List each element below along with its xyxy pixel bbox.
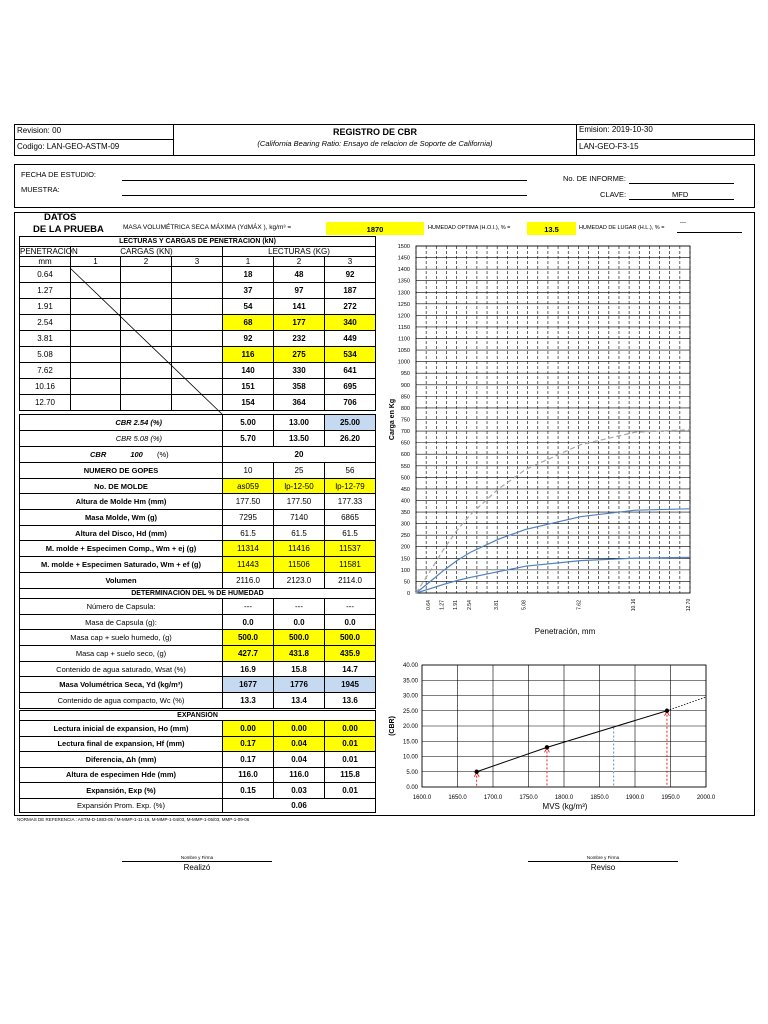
lectura-cell: 116	[223, 347, 274, 363]
molde-row	[20, 572, 376, 588]
y-tick-label: 1150	[398, 324, 410, 331]
hoi-value: 13.5	[544, 225, 559, 234]
lectura-cell: 272	[325, 299, 376, 315]
y-tick-label: 1350	[397, 278, 410, 285]
signature-line-realizo	[122, 861, 272, 862]
datos-title-2: DE LA PRUEBA	[33, 224, 104, 235]
y-tick-label: 1400	[397, 267, 410, 274]
humedad-label: Masa de Capsula (g):	[20, 614, 223, 630]
y-tick-label: 300	[400, 521, 410, 528]
lectura-cell: 187	[325, 283, 376, 299]
data-point	[665, 709, 669, 713]
humedad-value: 0.0	[223, 614, 274, 630]
y-tick-label: 100	[400, 567, 410, 574]
x-tick-label: 1.91	[453, 600, 460, 610]
molde-value: 7140	[274, 510, 325, 526]
y-tick-label: 900	[400, 382, 410, 389]
hoi-label: HUMEDAD OPTIMA (H.O.I.), % =	[428, 225, 511, 231]
humedad-value: 1677	[223, 677, 274, 693]
y-tick-label: 25.00	[402, 708, 418, 715]
y-tick-label: 1300	[397, 290, 410, 297]
humedad-row	[20, 646, 376, 662]
molde-row	[20, 494, 376, 510]
expansion-value: 0.17	[223, 752, 274, 768]
realizo-label: Realizó	[183, 863, 211, 872]
humedad-label: Masa cap + suelo seco, (g)	[20, 646, 223, 662]
humedad-row	[20, 614, 376, 630]
cbr100-value: 20	[223, 447, 376, 463]
lectura-cell: 534	[325, 347, 376, 363]
expansion-label: Diferencia, Δh (mm)	[20, 752, 223, 768]
y-tick-label: 1250	[397, 301, 410, 308]
y-tick-label: 400	[400, 498, 410, 505]
y-tick-label: 1200	[397, 313, 410, 320]
lectura-cell: 695	[325, 379, 376, 395]
humedad-title: DETERMINACIÓN DEL % DE HUMEDAD	[20, 589, 376, 599]
y-tick-label: 500	[400, 475, 410, 482]
humedad-label: Masa cap + suelo humedo, (g)	[20, 630, 223, 646]
humedad-value: 1776	[274, 677, 325, 693]
expansion-value: 0.01	[325, 752, 376, 768]
molde-value: 11506	[274, 557, 325, 573]
penetracion-mm: 1.91	[20, 299, 71, 315]
penetracion-mm: 2.54	[20, 315, 71, 331]
muestra-field[interactable]	[122, 195, 527, 196]
cbr254-value: 25.00	[325, 415, 376, 431]
expansion-value: 0.15	[223, 783, 274, 799]
penetration-chart	[380, 236, 752, 646]
y-tick-label: 1000	[397, 359, 410, 366]
cbr100-label: 100	[130, 450, 143, 459]
humedad-table	[19, 588, 376, 709]
informe-label: No. DE INFORME:	[563, 174, 626, 183]
cbr-table	[19, 414, 376, 463]
y-tick-label: 35.00	[402, 678, 418, 685]
molde-label: Masa Molde, Wm (g)	[20, 510, 223, 526]
cbr100-label: (%)	[156, 450, 169, 459]
molde-table	[19, 462, 376, 589]
x-tick-label: 1650.0	[448, 795, 467, 801]
codigo-text: Codigo: LAN-GEO-ASTM-09	[17, 142, 120, 151]
penetracion-mm: 5.08	[20, 347, 71, 363]
emision-text: Emision: 2019-10-30	[579, 125, 653, 134]
humedad-value: 500.0	[223, 630, 274, 646]
expansion-label: Expansión, Exp (%)	[20, 783, 223, 799]
molde-label: Altura de Molde Hm (mm)	[20, 494, 223, 510]
y-axis-label: (CBR)	[389, 716, 396, 736]
x-tick-label: 1.27	[439, 600, 446, 610]
x-tick-label: 2000.0	[696, 795, 716, 801]
penetracion-mm: 3.81	[20, 331, 71, 347]
info-box	[14, 164, 755, 208]
col-header: 2	[121, 257, 172, 267]
molde-row	[20, 463, 376, 479]
molde-row	[20, 525, 376, 541]
expansion-value: 0.00	[274, 721, 325, 737]
form-code-text: LAN-GEO-F3-15	[579, 142, 639, 151]
cbr508-label: CBR 5.08 (%)	[115, 434, 162, 443]
datos-title: DATOS	[44, 212, 77, 223]
molde-label: Altura del Disco, Hd (mm)	[20, 525, 223, 541]
expansion-value: 0.01	[325, 736, 376, 752]
x-tick-label: 1850.0	[590, 795, 609, 801]
molde-value: as059	[223, 478, 274, 494]
humedad-value: 0.0	[325, 614, 376, 630]
lecturas-kg-header: LECTURAS (KG)	[223, 247, 376, 257]
fecha-field[interactable]	[122, 180, 527, 181]
lectura-cell: 449	[325, 331, 376, 347]
y-tick-label: 20.00	[402, 724, 418, 730]
humedad-value: ---	[223, 599, 274, 615]
penetracion-mm: 0.64	[20, 267, 71, 283]
expansion-label: Lectura inicial de expansion, Ho (mm)	[20, 721, 223, 737]
molde-value: lp-12-79	[325, 478, 376, 494]
fecha-label: FECHA DE ESTUDIO:	[21, 170, 97, 179]
y-tick-label: 30.00	[402, 693, 418, 700]
expansion-row	[20, 767, 376, 783]
lectura-cell: 141	[274, 299, 325, 315]
molde-value: 2114.0	[325, 572, 376, 588]
y-tick-label: 1100	[398, 336, 410, 343]
molde-value: 2116.0	[223, 572, 274, 588]
expansion-value: 0.00	[223, 721, 274, 737]
lectura-cell: 330	[274, 363, 325, 379]
molde-row	[20, 557, 376, 573]
x-tick-label: 5.08	[521, 600, 528, 610]
humedad-value: ---	[274, 599, 325, 615]
y-tick-label: 150	[400, 556, 410, 563]
molde-value: 10	[223, 463, 274, 479]
expansion-table	[19, 710, 376, 813]
penetracion-mm: 7.62	[20, 363, 71, 379]
molde-label: Volumen	[20, 572, 223, 588]
y-tick-label: 250	[400, 533, 410, 540]
lectura-cell: 140	[223, 363, 274, 379]
humedad-row	[20, 693, 376, 709]
x-tick-label: 0.64	[425, 600, 432, 610]
humedad-value: 500.0	[274, 630, 325, 646]
mvs-label: MASA VOLUMÉTRICA SECA MÁXIMA (YdMÁX ), kg/m³ =	[123, 224, 292, 231]
y-tick-label: 450	[400, 486, 410, 493]
reviso-label: Reviso	[590, 863, 616, 872]
cbr-mvs-chart	[380, 656, 752, 814]
y-tick-label: 600	[400, 452, 410, 459]
expansion-value: 0.04	[274, 736, 325, 752]
col-header: 1	[223, 257, 274, 267]
x-axis-label: MVS (kg/m³)	[542, 802, 588, 811]
lectura-cell: 54	[223, 299, 274, 315]
lecturas-title: LECTURAS Y CARGAS DE PENETRACION (kN)	[20, 237, 376, 247]
molde-value: 56	[325, 463, 376, 479]
x-tick-label: 12.70	[686, 598, 692, 612]
y-tick-label: 750	[400, 417, 410, 424]
lectura-cell: 364	[274, 395, 325, 411]
x-tick-label: 10.16	[631, 598, 638, 612]
trend-extension	[667, 697, 706, 711]
expansion-value: 116.0	[274, 767, 325, 783]
expansion-value: 0.01	[325, 783, 376, 799]
humedad-value: 14.7	[325, 661, 376, 677]
col-header: 3	[325, 257, 376, 267]
humedad-row	[20, 661, 376, 677]
humedad-label: Contenido de agua compacto, Wc (%)	[20, 693, 223, 709]
lectura-cell: 641	[325, 363, 376, 379]
humedad-value: 1945	[325, 677, 376, 693]
molde-row	[20, 478, 376, 494]
mm-header: mm	[20, 257, 71, 267]
expansion-row	[20, 736, 376, 752]
molde-value: 61.5	[274, 525, 325, 541]
molde-value: 6865	[325, 510, 376, 526]
lectura-cell: 48	[274, 267, 325, 283]
lectura-cell: 68	[223, 315, 274, 331]
y-tick-label: 200	[400, 544, 410, 551]
nombre-firma-label: Nombre y Firma	[586, 855, 620, 860]
humedad-label: Número de Capsula:	[20, 599, 223, 615]
y-tick-label: 850	[400, 394, 410, 401]
y-tick-label: 0	[406, 591, 410, 597]
molde-value: 177.33	[325, 494, 376, 510]
prom-label: Expansión Prom. Exp. (%)	[20, 798, 223, 812]
lectura-cell: 275	[274, 347, 325, 363]
y-tick-label: 50	[403, 579, 410, 586]
molde-value: 11443	[223, 557, 274, 573]
mvs-value: 1870	[366, 225, 384, 234]
y-tick-label: 550	[400, 463, 410, 470]
molde-label: M. molde + Especimen Saturado, Wm + ef (g)	[20, 557, 223, 573]
molde-value: 61.5	[325, 525, 376, 541]
col-header: 2	[274, 257, 325, 267]
lectura-cell: 340	[325, 315, 376, 331]
humedad-row	[20, 677, 376, 693]
x-tick-label: 1700.0	[483, 795, 503, 801]
molde-value: 177.50	[223, 494, 274, 510]
y-tick-label: 700	[400, 429, 410, 436]
y-tick-label: 650	[400, 440, 410, 447]
muestra-label: MUESTRA:	[21, 185, 60, 194]
hl-label: HUMEDAD DE LUGAR (H.L.), % =	[579, 225, 665, 231]
y-tick-label: 15.00	[402, 739, 418, 746]
humedad-value: ---	[325, 599, 376, 615]
humedad-value: 13.6	[325, 693, 376, 709]
x-tick-label: 7.62	[576, 600, 583, 610]
humedad-row	[20, 630, 376, 646]
x-tick-label: 2.54	[466, 600, 473, 610]
humedad-label: Contenido de agua saturado, Wsat (%)	[20, 661, 223, 677]
signature-line-reviso	[528, 861, 678, 862]
expansion-value: 0.00	[325, 721, 376, 737]
clave-field[interactable]	[629, 199, 734, 200]
nombre-firma-label: Nombre y Firma	[180, 855, 214, 860]
lectura-cell: 92	[223, 331, 274, 347]
humedad-value: 15.8	[274, 661, 325, 677]
y-tick-label: 800	[400, 405, 410, 412]
humedad-label: Masa Volumétrica Seca, Yd (kg/m³)	[20, 677, 223, 693]
x-axis-label: Penetración, mm	[534, 627, 596, 636]
lectura-cell: 92	[325, 267, 376, 283]
y-tick-label: 1450	[397, 255, 410, 262]
expansion-value: 0.17	[223, 736, 274, 752]
penetracion-mm: 10.16	[20, 379, 71, 395]
x-tick-label: 1600.0	[412, 795, 432, 801]
y-axis-label: Carga en Kg	[389, 398, 396, 441]
humedad-value: 435.9	[325, 646, 376, 662]
expansion-value: 0.04	[274, 752, 325, 768]
cbr508-value: 5.70	[223, 431, 274, 447]
header-divider	[14, 139, 174, 140]
cbr254-value: 13.00	[274, 415, 325, 431]
expansion-title: EXPANSIÓN	[20, 711, 376, 721]
molde-label: M. molde + Especimen Comp., Wm + ej (g)	[20, 541, 223, 557]
lectura-cell: 358	[274, 379, 325, 395]
cbr508-value: 26.20	[325, 431, 376, 447]
informe-field[interactable]	[629, 183, 734, 184]
molde-row	[20, 510, 376, 526]
lectura-cell: 97	[274, 283, 325, 299]
humedad-value: 431.8	[274, 646, 325, 662]
molde-label: No. DE MOLDE	[20, 478, 223, 494]
x-tick-label: 1950.0	[661, 795, 680, 801]
humedad-value: 16.9	[223, 661, 274, 677]
clave-label: CLAVE:	[600, 190, 627, 199]
lectura-cell: 154	[223, 395, 274, 411]
x-tick-label: 1800.0	[554, 795, 574, 801]
molde-value: 2123.0	[274, 572, 325, 588]
x-tick-label: 1750.0	[519, 795, 538, 801]
hl-field[interactable]	[677, 232, 742, 233]
cbr508-value: 13.50	[274, 431, 325, 447]
molde-value: lp-12-50	[274, 478, 325, 494]
normas-text: NORMAS DE REFERENCIA : ASTM-D-1883-05 / M-MMP-1-11-16, M-MMP-1-04/03, M-MMP-1-05/03, MMP-1-09-06	[17, 817, 250, 822]
lectura-cell: 177	[274, 315, 325, 331]
expansion-row	[20, 783, 376, 799]
molde-value: 177.50	[274, 494, 325, 510]
humedad-row	[20, 599, 376, 615]
cbr100-label: CBR	[90, 450, 107, 459]
molde-value: 61.5	[223, 525, 274, 541]
expansion-row	[20, 752, 376, 768]
col-header: 1	[71, 257, 121, 267]
molde-value: 11537	[325, 541, 376, 557]
y-tick-label: 0.00	[406, 785, 418, 791]
molde-value: 7295	[223, 510, 274, 526]
y-tick-label: 350	[400, 510, 410, 517]
penetracion-mm: 12.70	[20, 395, 71, 411]
expansion-value: 0.03	[274, 783, 325, 799]
molde-value: 25	[274, 463, 325, 479]
x-tick-label: 3.81	[494, 600, 501, 610]
y-tick-label: 5.00	[406, 769, 418, 776]
data-point	[545, 745, 549, 749]
penetracion-mm: 1.27	[20, 283, 71, 299]
y-tick-label: 950	[400, 371, 410, 378]
header-divider	[576, 124, 577, 156]
humedad-value: 13.3	[223, 693, 274, 709]
molde-value: 11416	[274, 541, 325, 557]
x-tick-label: 1900.0	[625, 795, 645, 801]
hl-value: ---	[680, 220, 686, 226]
y-tick-label: 1050	[397, 348, 410, 355]
data-point	[474, 770, 478, 774]
molde-row	[20, 541, 376, 557]
expansion-row	[20, 721, 376, 737]
cargas-diagonal	[70, 268, 223, 415]
humedad-value: 13.4	[274, 693, 325, 709]
lectura-cell: 706	[325, 395, 376, 411]
humedad-value: 0.0	[274, 614, 325, 630]
revision-text: Revision: 00	[17, 126, 62, 135]
cargas-header: CARGAS (KN)	[71, 247, 223, 257]
molde-value: 11581	[325, 557, 376, 573]
prom-value: 0.06	[223, 798, 376, 812]
page-title: REGISTRO DE CBR	[332, 127, 417, 137]
clave-value: MFD	[672, 190, 689, 199]
expansion-value: 115.8	[325, 767, 376, 783]
y-tick-label: 10.00	[402, 754, 418, 761]
expansion-value: 116.0	[223, 767, 274, 783]
y-tick-label: 40.00	[402, 663, 418, 669]
expansion-label: Lectura final de expansion, Hf (mm)	[20, 736, 223, 752]
col-header: 3	[172, 257, 223, 267]
lectura-cell: 37	[223, 283, 274, 299]
series-line	[416, 557, 690, 593]
cbr254-value: 5.00	[223, 415, 274, 431]
molde-label: NUMERO DE GOPES	[20, 463, 223, 479]
penetracion-header: PENETRACION	[20, 247, 78, 256]
cbr254-label: CBR 2.54 (%)	[115, 418, 162, 427]
molde-value: 11314	[223, 541, 274, 557]
lectura-cell: 151	[223, 379, 274, 395]
y-tick-label: 1500	[397, 244, 410, 250]
expansion-label: Altura de especimen Hde (mm)	[20, 767, 223, 783]
humedad-value: 427.7	[223, 646, 274, 662]
lectura-cell: 18	[223, 267, 274, 283]
page-subtitle: (California Bearing Ratio: Ensayo de relacion de Soporte de California)	[257, 139, 493, 148]
lectura-cell: 232	[274, 331, 325, 347]
header-divider	[576, 139, 755, 140]
humedad-value: 500.0	[325, 630, 376, 646]
